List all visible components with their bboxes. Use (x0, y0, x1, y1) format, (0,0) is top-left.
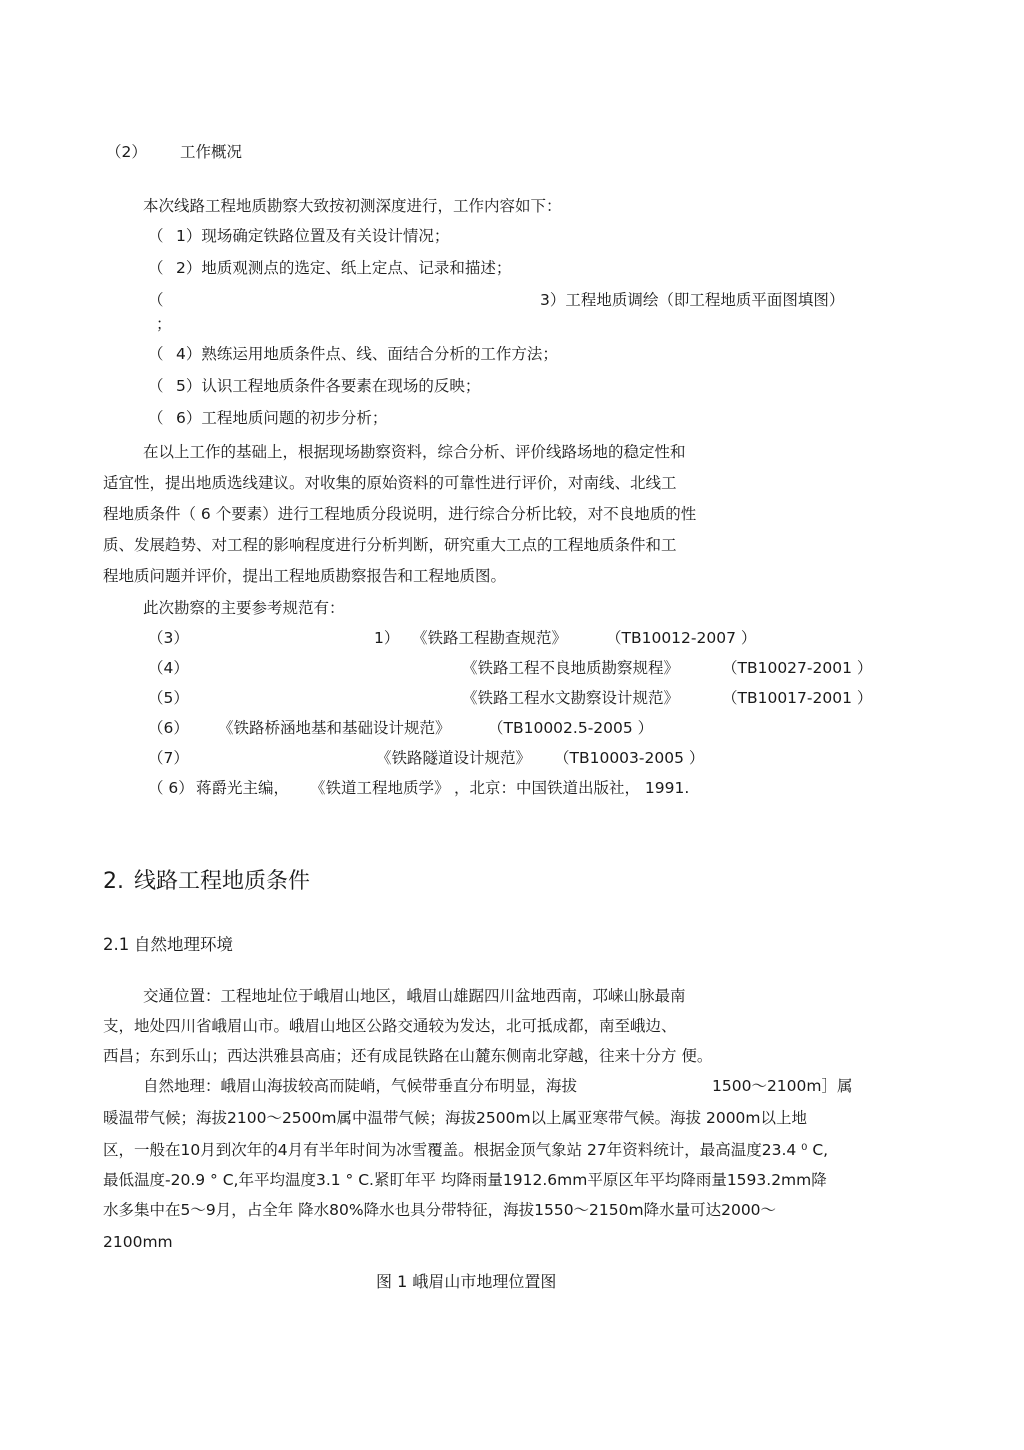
section-item-number: （2） (106, 143, 147, 161)
reference-number: （4） (148, 659, 189, 677)
chapter-title: 线路工程地质条件 (134, 869, 311, 894)
reference-code: （TB10017-2001 ） (722, 689, 873, 707)
task-open-paren: （ (148, 345, 164, 363)
task-item: 5）认识工程地质条件各要素在现场的反映； (176, 377, 481, 395)
reference-code: （TB10012-2007 ） (606, 629, 757, 647)
task-item: 1）现场确定铁路位置及有关设计情况； (176, 227, 450, 245)
subsection-title: 自然地理环境 (134, 935, 233, 954)
nature-line: 自然地理：峨眉山海拔较高而陡峭，气候带垂直分布明显，海拔 (143, 1077, 578, 1095)
reference-number: （6） (148, 719, 189, 737)
reference-title: 《铁路工程不良地质勘察规程》 (462, 659, 680, 677)
analysis-line: 质、发展趋势、对工程的影响程度进行分析判断，研究重大工点的工程地质条件和工 (103, 536, 677, 554)
reference-number: （ 6） (148, 779, 194, 797)
task-item: 3）工程地质调绘（即工程地质平面图填图） (540, 291, 845, 309)
traffic-line: 交通位置：工程地址位于峨眉山地区，峨眉山雄踞四川盆地西南，邛崃山脉最南 (143, 987, 686, 1005)
task-open-paren: （ (148, 409, 164, 427)
reference-title: 《铁路隧道设计规范》 (376, 749, 532, 767)
subsection-number: 2.1 (103, 935, 130, 954)
task-item: 6）工程地质问题的初步分析； (176, 409, 388, 427)
figure-caption: 图 1 峨眉山市地理位置图 (376, 1272, 557, 1291)
nature-line: 最低温度-20.9 ° C,年平均温度3.1 ° C.紧盯年平 均降雨量1912.6mm平原区年平均降雨量1593.2mm降 (103, 1171, 827, 1189)
reference-prefix: 1） (374, 629, 400, 647)
chapter-number: 2. (103, 869, 124, 894)
nature-line: 2100mm (103, 1233, 173, 1251)
reference-prefix: 蒋爵光主编， (196, 779, 290, 797)
traffic-line: 支，地处四川省峨眉山市。峨眉山地区公路交通较为发达，北可抵成都，南至峨边、 (103, 1017, 677, 1035)
analysis-line: 适宜性，提出地质选线建议。对收集的原始资料的可靠性进行评价，对南线、北线工 (103, 474, 677, 492)
reference-number: （7） (148, 749, 189, 767)
reference-number: （3） (148, 629, 189, 647)
analysis-line: 在以上工作的基础上，根据现场勘察资料，综合分析、评价线路场地的稳定性和 (143, 443, 686, 461)
reference-title: 《铁路桥涵地基和基础设计规范》 (218, 719, 451, 737)
reference-title: 《铁路工程水文勘察设计规范》 (462, 689, 680, 707)
reference-number: （5） (148, 689, 189, 707)
analysis-line: 程地质条件（ 6 个要素）进行工程地质分段说明，进行综合分析比较，对不良地质的性 (103, 505, 697, 523)
reference-title: 《铁路工程勘查规范》 (412, 629, 568, 647)
reference-code: （TB10027-2001 ） (722, 659, 873, 677)
reference-code: （TB10003-2005 ） (554, 749, 705, 767)
task-open-paren: （ (148, 377, 164, 395)
nature-line: 区，一般在10月到次年的4月有半年时间为冰雪覆盖。根据金顶气象站 27年资料统计，最高温度23.4 ⁰ C, (103, 1141, 829, 1159)
task-open-paren: （ (148, 291, 164, 309)
task-item: 2）地质观测点的选定、纸上定点、记录和描述； (176, 259, 512, 277)
analysis-line: 程地质问题并评价，提出工程地质勘察报告和工程地质图。 (103, 567, 507, 585)
reference-code: ，北京：中国铁道出版社， 1991. (454, 779, 690, 797)
task-item: 4）熟练运用地质条件点、线、面结合分析的工作方法； (176, 345, 558, 363)
references-intro: 此次勘察的主要参考规范有： (143, 599, 345, 617)
reference-code: （TB10002.5-2005 ） (488, 719, 654, 737)
traffic-line: 西昌；东到乐山；西达洪雅县高庙；还有成昆铁路在山麓东侧南北穿越，往来十分方 便。 (103, 1047, 713, 1065)
task-open-paren: （ (148, 227, 164, 245)
reference-title: 《铁道工程地质学》 (310, 779, 450, 797)
task-item-tail: ； (156, 315, 172, 333)
nature-line: 暖温带气候；海拔2100〜2500m属中温带气候；海拔2500m以上属亚寒带气候。海拔 2000m以上地 (103, 1109, 808, 1127)
section-item-title: 工作概况 (180, 143, 243, 161)
task-open-paren: （ (148, 259, 164, 277)
intro-paragraph: 本次线路工程地质勘察大致按初测深度进行，工作内容如下： (143, 197, 562, 215)
nature-line: 1500〜2100m］属 (712, 1077, 853, 1095)
nature-line: 水多集中在5〜9月，占全年 降水80%降水也具分带特征，海拔1550〜2150m降水量可达2000〜 (103, 1201, 777, 1219)
